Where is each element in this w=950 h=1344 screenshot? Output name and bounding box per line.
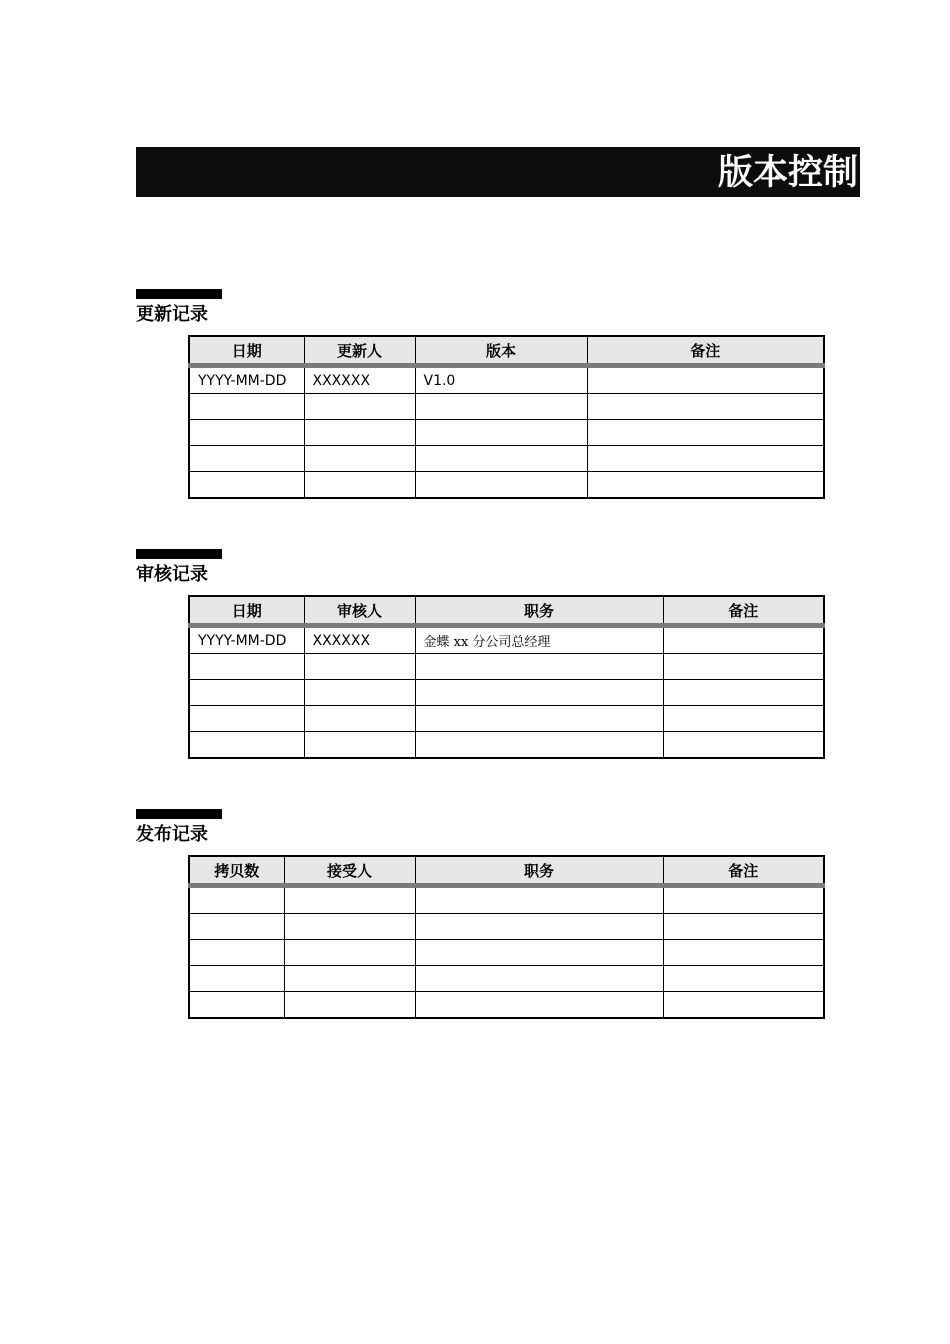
table-cell [587,420,824,446]
table-row [189,992,824,1019]
table-cell [663,654,824,680]
table-row [189,366,824,394]
table-cell: YYYY-MM-DD [189,366,304,394]
table-cell: V1.0 [415,366,587,394]
table-cell [189,680,304,706]
section-marker [136,809,222,819]
table-cell [284,966,415,992]
table-cell [304,654,415,680]
table-cell [189,420,304,446]
table-cell [415,706,663,732]
table-cell [284,992,415,1019]
column-header-remarks: 备注 [587,336,824,366]
table-cell [189,706,304,732]
table-cell [415,420,587,446]
page-title: 版本控制 [717,153,858,193]
column-header-reviewer: 审核人 [304,596,415,626]
release-record-table [188,855,825,1019]
table-row [189,394,824,420]
table-row [189,654,824,680]
table-cell [663,966,824,992]
table-cell [189,966,284,992]
table-cell [189,992,284,1019]
table-row [189,886,824,914]
title-bar [136,147,860,197]
table-cell [587,394,824,420]
table-cell [587,472,824,499]
table-cell [189,886,284,914]
table-cell [189,394,304,420]
table-cell [663,940,824,966]
column-header-date: 日期 [189,336,304,366]
table-cell [415,394,587,420]
table-cell: XXXXXX [304,626,415,654]
section-heading-review: 审核记录 [136,564,208,585]
table-cell [304,472,415,499]
table-cell [415,654,663,680]
table-cell [415,472,587,499]
table-cell [415,446,587,472]
column-header-position: 职务 [415,856,663,886]
table-cell [663,992,824,1019]
table-cell [304,420,415,446]
table-cell [189,472,304,499]
table-cell [284,886,415,914]
update-record-table [188,335,825,499]
table-cell [284,914,415,940]
table-cell [415,914,663,940]
table-cell [663,914,824,940]
table-header-row [189,596,824,626]
column-header-copies: 拷贝数 [189,856,284,886]
table-cell [415,732,663,759]
table-row [189,914,824,940]
column-header-updater: 更新人 [304,336,415,366]
table-cell [663,626,824,654]
column-header-remarks: 备注 [663,596,824,626]
table-cell [415,966,663,992]
table-cell: YYYY-MM-DD [189,626,304,654]
table-cell [587,446,824,472]
review-record-table [188,595,825,759]
table-cell [415,886,663,914]
column-header-version: 版本 [415,336,587,366]
table-row [189,732,824,759]
table-cell [189,940,284,966]
table-row [189,680,824,706]
table-row [189,940,824,966]
table-cell [304,680,415,706]
table-row [189,446,824,472]
table-row [189,420,824,446]
table-cell [189,654,304,680]
section-heading-update: 更新记录 [136,304,208,325]
table-cell [587,366,824,394]
table-row [189,706,824,732]
table-cell [415,940,663,966]
section-heading-release: 发布记录 [136,824,208,845]
column-header-position: 职务 [415,596,663,626]
table-cell [663,886,824,914]
table-cell [189,732,304,759]
section-marker [136,289,222,299]
table-cell [189,446,304,472]
table-row [189,966,824,992]
table-cell [415,680,663,706]
table-cell [284,940,415,966]
column-header-date: 日期 [189,596,304,626]
table-cell [663,732,824,759]
column-header-remarks: 备注 [663,856,824,886]
table-cell [189,914,284,940]
table-header-row [189,856,824,886]
table-cell: 金蝶 xx 分公司总经理 [415,626,663,654]
column-header-recipient: 接受人 [284,856,415,886]
table-cell [663,706,824,732]
table-cell [304,394,415,420]
table-cell [304,732,415,759]
table-header-row [189,336,824,366]
table-cell [304,706,415,732]
table-row [189,626,824,654]
section-marker [136,549,222,559]
table-cell [415,992,663,1019]
table-cell [304,446,415,472]
table-cell [663,680,824,706]
table-row [189,472,824,499]
table-cell: XXXXXX [304,366,415,394]
